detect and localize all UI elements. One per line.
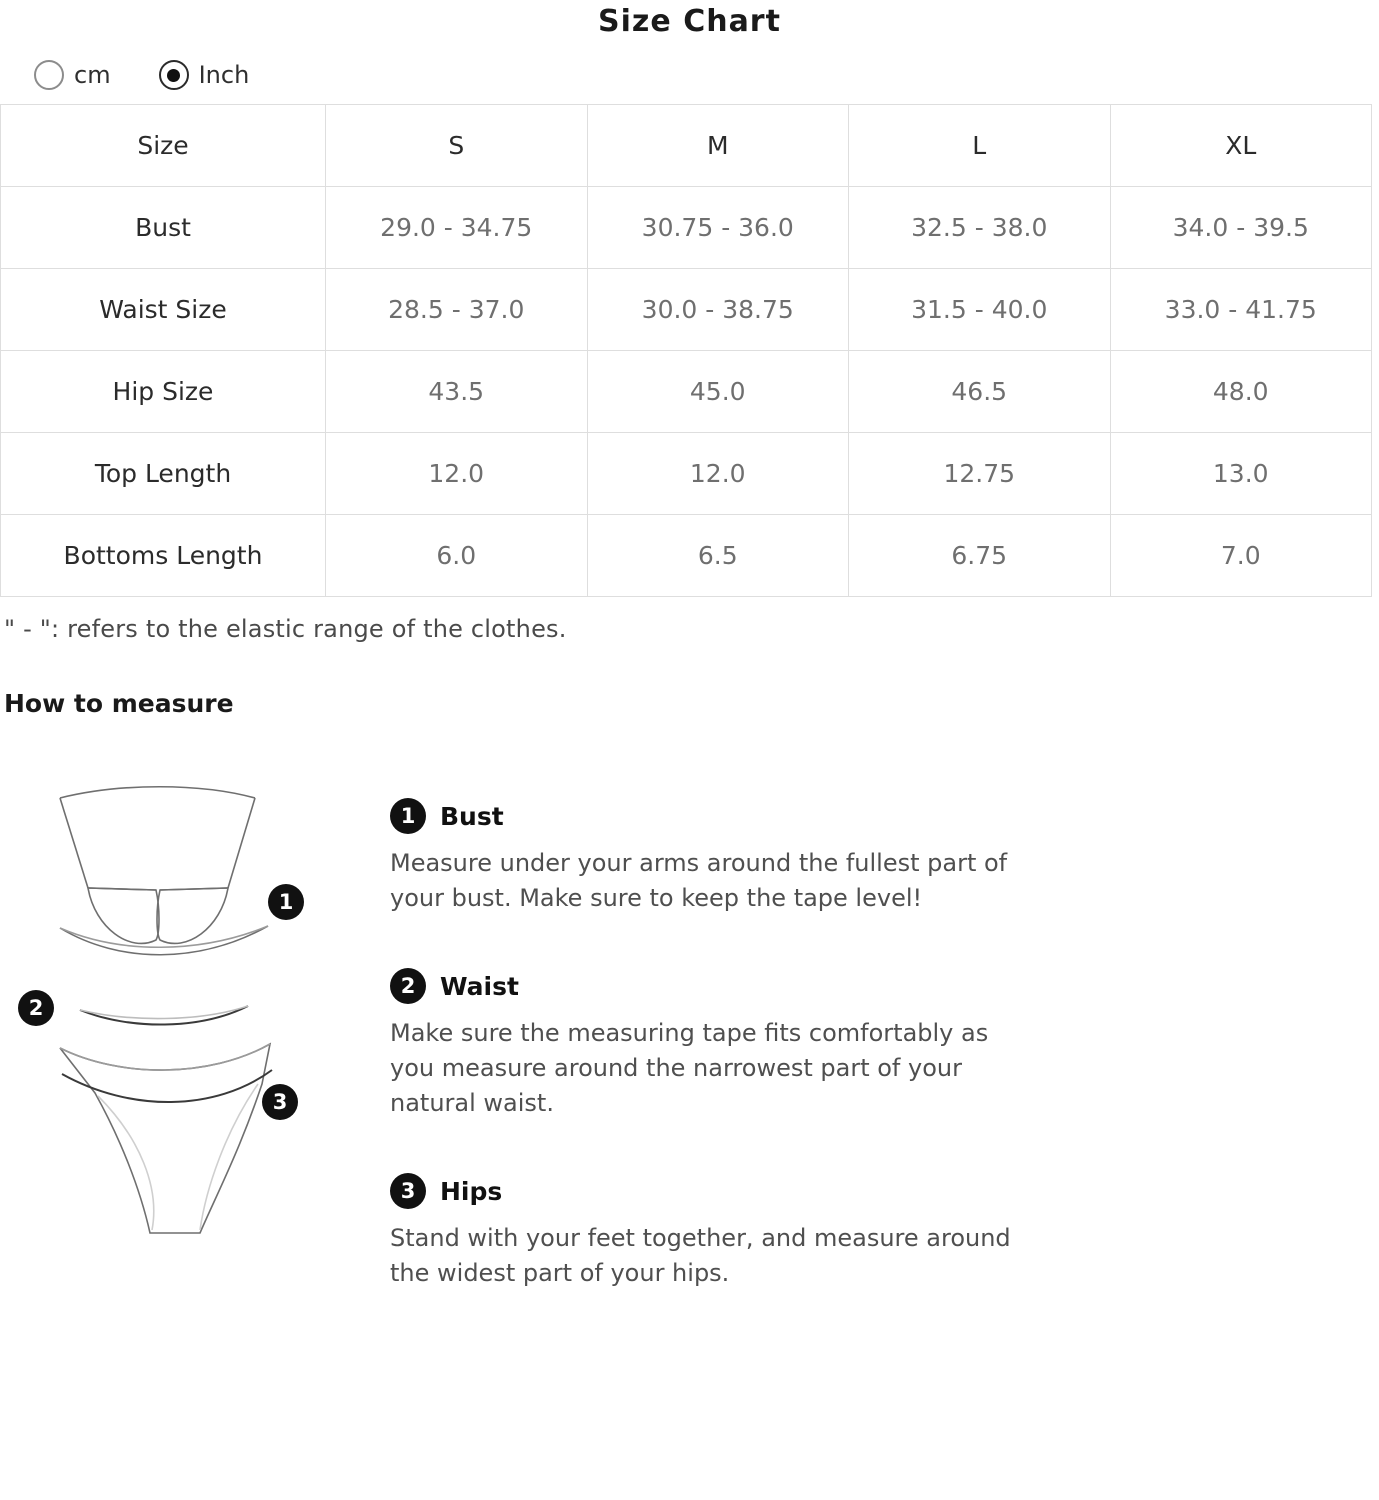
cell-bust-s: 29.0 - 34.75 [326,187,588,269]
row-label-bottoms-length: Bottoms Length [1,515,326,597]
row-label-waist-size: Waist Size [1,269,326,351]
cell-waist-l: 31.5 - 40.0 [849,269,1111,351]
step-bust-body: Measure under your arms around the fullest part of your bust. Make sure to keep the tape level! [390,849,1008,912]
unit-label-cm[interactable]: cm [74,61,111,89]
step-waist [390,968,1030,1121]
step-waist-title: Waist [440,971,519,1001]
how-to-measure-section [0,778,1379,1343]
table-header-size: Size [1,105,326,187]
step-bust-head [390,798,1030,834]
table-header-l: L [849,105,1111,187]
step-hips [390,1173,1030,1291]
cell-bust-m: 30.75 - 36.0 [587,187,849,269]
size-table [0,104,1372,597]
cell-bust-l: 32.5 - 38.0 [849,187,1111,269]
table-header-row [1,105,1372,187]
table-header-s: S [326,105,588,187]
cell-bottoms-length-l: 6.75 [849,515,1111,597]
step-waist-body: Make sure the measuring tape fits comfortably as you measure around the narrowest part of your natural waist. [390,1019,989,1117]
step-waist-head [390,968,1030,1004]
table-row [1,351,1372,433]
step-hips-title: Hips [440,1176,503,1206]
step-number-3-icon: 3 [390,1173,426,1209]
table-header-xl: XL [1110,105,1372,187]
cell-waist-s: 28.5 - 37.0 [326,269,588,351]
row-label-top-length: Top Length [1,433,326,515]
table-row [1,433,1372,515]
step-hips-head [390,1173,1030,1209]
cell-hip-s: 43.5 [326,351,588,433]
row-label-hip-size: Hip Size [1,351,326,433]
cell-hip-l: 46.5 [849,351,1111,433]
cell-hip-m: 45.0 [587,351,849,433]
swimsuit-figure [0,778,390,1338]
cell-waist-xl: 33.0 - 41.75 [1110,269,1372,351]
page-title: Size Chart [598,4,781,39]
cell-waist-m: 30.0 - 38.75 [587,269,849,351]
cell-top-length-s: 12.0 [326,433,588,515]
how-to-measure-heading: How to measure [4,689,234,718]
unit-label-inch[interactable]: Inch [198,61,250,89]
figure-marker-1: 1 [268,884,304,920]
table-header-m: M [587,105,849,187]
measure-steps [390,778,1379,1343]
figure-marker-2: 2 [18,990,54,1026]
figure-marker-3: 3 [262,1084,298,1120]
unit-selector[interactable] [0,40,1379,104]
bikini-illustration-icon [0,778,390,1338]
cell-bust-xl: 34.0 - 39.5 [1110,187,1372,269]
step-number-1-icon: 1 [390,798,426,834]
cell-top-length-m: 12.0 [587,433,849,515]
elastic-range-note: " - ": refers to the elastic range of the clothes. [4,615,567,643]
cell-bottoms-length-s: 6.0 [326,515,588,597]
step-bust [390,798,1030,916]
table-row [1,515,1372,597]
cell-bottoms-length-m: 6.5 [587,515,849,597]
table-row [1,269,1372,351]
cell-top-length-xl: 13.0 [1110,433,1372,515]
radio-cm[interactable] [34,60,64,90]
step-hips-body: Stand with your feet together, and measure around the widest part of your hips. [390,1224,1011,1287]
cell-top-length-l: 12.75 [849,433,1111,515]
row-label-bust: Bust [1,187,326,269]
cell-hip-xl: 48.0 [1110,351,1372,433]
radio-inch[interactable] [159,60,189,90]
cell-bottoms-length-xl: 7.0 [1110,515,1372,597]
step-bust-title: Bust [440,801,504,831]
table-row [1,187,1372,269]
step-number-2-icon: 2 [390,968,426,1004]
